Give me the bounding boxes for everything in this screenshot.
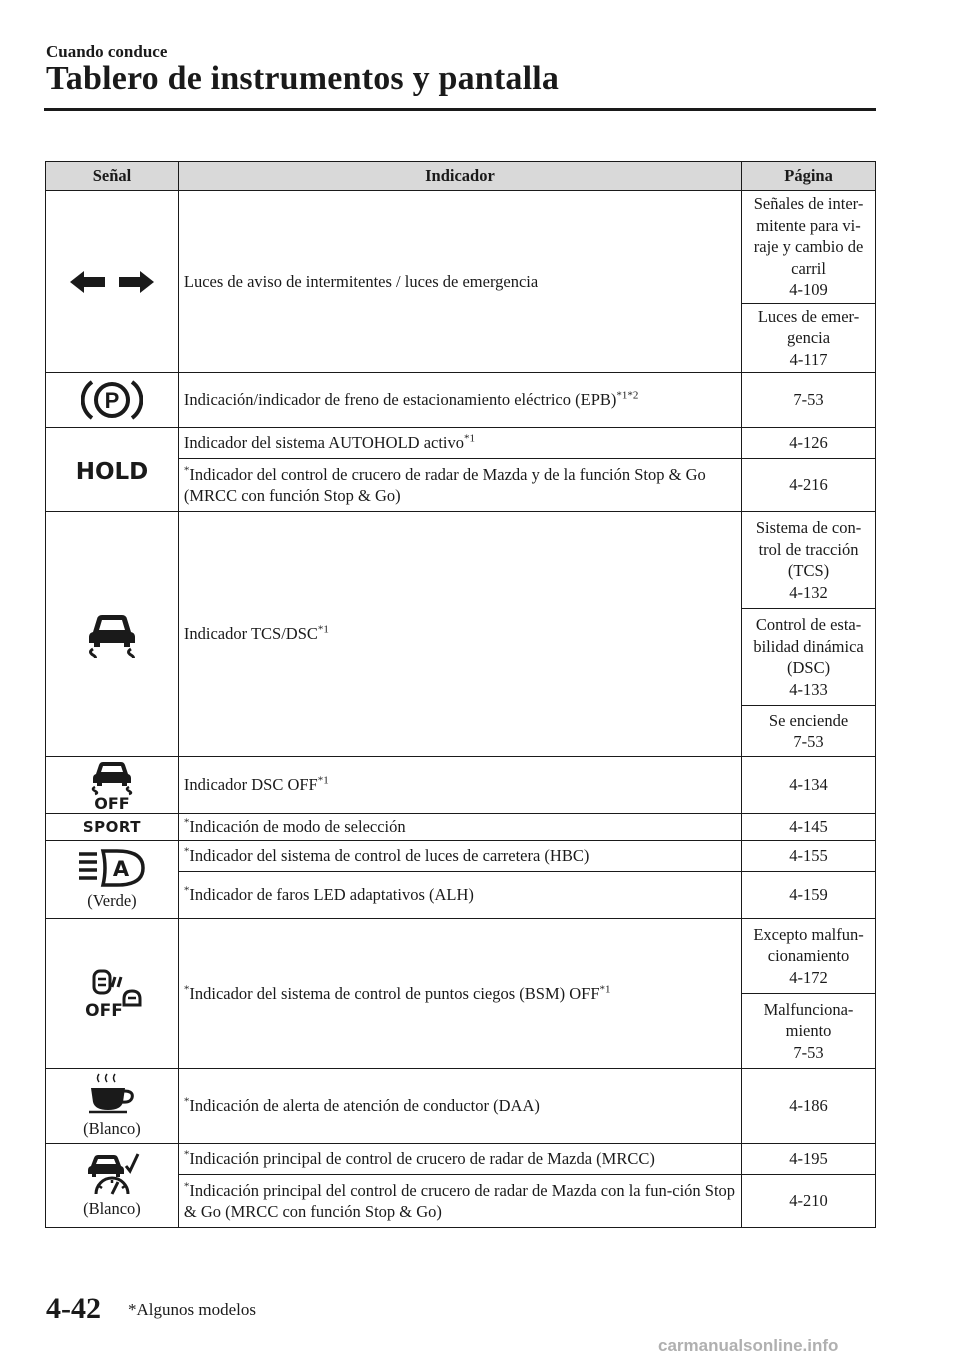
- page-ref: 4-145: [789, 817, 828, 837]
- page-ref: 4-159: [789, 885, 828, 905]
- radar-cruise-icon: [84, 1152, 140, 1196]
- signal-cell: [46, 191, 179, 373]
- section-label: Cuando conduce: [46, 42, 168, 61]
- signal-cell: [46, 1144, 179, 1228]
- hold-icon: [72, 456, 152, 484]
- page-cell: [742, 428, 876, 459]
- indicator-cell: *Indicador del sistema de control de luces de carretera (HBC): [178, 841, 741, 872]
- page-ref: 4-126: [789, 433, 828, 453]
- page-cell: [742, 303, 876, 373]
- svg-text:HOLD: HOLD: [75, 458, 149, 484]
- page-cell: [742, 1069, 876, 1144]
- indicator-cell: Indicación/indicador de freno de estacionamiento eléctrico (EPB)$^{*1*2}$: [178, 373, 741, 428]
- indicator-cell: *Indicación de modo de selección: [178, 814, 741, 841]
- signal-cell: [46, 841, 179, 919]
- page-cell: [742, 841, 876, 872]
- page-number: 4-42: [46, 1292, 101, 1325]
- indicator-cell: Indicador del sistema AUTOHOLD activo$^{*1}$: [178, 428, 741, 459]
- footnote: *Algunos modelos: [128, 1300, 256, 1319]
- table-row: [46, 512, 876, 609]
- svg-text:OFF: OFF: [85, 1000, 123, 1019]
- table-header-row: [46, 162, 876, 191]
- indicator-cell: *Indicación de alerta de atención de conductor (DAA): [178, 1069, 741, 1144]
- auto-high-beam-icon: [77, 848, 147, 888]
- signal-cell: [46, 919, 179, 1069]
- indicator-cell: *Indicador de faros LED adaptativos (ALH): [178, 872, 741, 919]
- page-ref: Excepto malfun- cionamiento 4-172: [753, 924, 864, 987]
- signal-cell: [46, 428, 179, 512]
- table-row: [46, 428, 876, 459]
- header-signal: Señal: [46, 162, 179, 191]
- parking-brake-p-icon: [81, 378, 143, 422]
- page-cell: [742, 1175, 876, 1228]
- page-cell: [742, 872, 876, 919]
- table-row: [46, 1069, 876, 1144]
- page-ref: Control de esta- bilidad dinámica (DSC) 4-133: [753, 615, 864, 699]
- indicator-table: [45, 161, 876, 1228]
- page-ref: 4-195: [789, 1149, 828, 1169]
- signal-cell: [46, 512, 179, 757]
- header-page: Página: [742, 162, 876, 191]
- svg-text:P: P: [104, 388, 120, 413]
- page-ref: Se enciende 7-53: [768, 710, 849, 751]
- table-row: [46, 841, 876, 872]
- page-title: Tablero de instrumentos y pantalla: [46, 60, 560, 97]
- page-ref: 4-155: [789, 846, 828, 866]
- signal-cell: [46, 373, 179, 428]
- indicator-cell: Luces de aviso de intermitentes / luces de emergencia: [178, 191, 741, 373]
- indicator-cell: Indicador TCS/DSC$^{*1}$: [178, 512, 741, 757]
- sport-mode-icon: SPORT: [82, 817, 142, 836]
- page-cell: [742, 1144, 876, 1175]
- page-ref: 4-186: [789, 1096, 828, 1116]
- table-row: [46, 757, 876, 814]
- table-row: [46, 373, 876, 428]
- dsc-off-icon: [83, 760, 141, 810]
- svg-text:A: A: [112, 856, 130, 881]
- page-cell: [742, 919, 876, 994]
- page-ref: 4-216: [789, 475, 828, 495]
- page-cell: [742, 706, 876, 757]
- page-cell: [742, 459, 876, 512]
- svg-text:OFF: OFF: [94, 794, 130, 810]
- signal-cell: [46, 814, 179, 841]
- page-cell: [742, 512, 876, 609]
- page-ref: 4-210: [789, 1191, 828, 1211]
- icon-caption: (Blanco): [83, 1119, 141, 1139]
- traction-control-icon: [84, 610, 140, 658]
- signal-cell: [46, 1069, 179, 1144]
- page-ref: Señales de inter- mitente para vi- raje y cambio de carril 4-109: [753, 194, 864, 299]
- indicator-cell: *Indicador del sistema de control de puntos ciegos (BSM) OFF$^{*1}$: [178, 919, 741, 1069]
- table-row: [46, 191, 876, 304]
- header-indicator: Indicador: [178, 162, 741, 191]
- page-cell: [742, 757, 876, 814]
- icon-caption: (Blanco): [83, 1198, 141, 1218]
- blind-spot-off-icon: [82, 969, 142, 1019]
- page-cell: [742, 609, 876, 706]
- signal-cell: [46, 757, 179, 814]
- table-row: [46, 814, 876, 841]
- page-cell: [742, 373, 876, 428]
- watermark: carmanualsonline.info: [658, 1336, 839, 1355]
- coffee-cup-icon: [87, 1072, 137, 1116]
- indicator-cell: *Indicación principal de control de crucero de radar de Mazda (MRCC): [178, 1144, 741, 1175]
- page-ref: Malfunciona- miento 7-53: [763, 999, 854, 1062]
- page-cell: [742, 994, 876, 1069]
- page-ref: 4-134: [789, 775, 828, 795]
- page-cell: [742, 814, 876, 841]
- table-row: [46, 1144, 876, 1175]
- indicator-cell: *Indicador del control de crucero de radar de Mazda y de la función Stop & Go (MRCC con función Stop & Go): [178, 459, 741, 512]
- page-ref: 7-53: [793, 390, 824, 410]
- page-cell: [742, 191, 876, 304]
- page-ref: Luces de emer- gencia 4-117: [757, 306, 860, 369]
- table-row: [46, 919, 876, 994]
- indicator-cell: Indicador DSC OFF$^{*1}$: [178, 757, 741, 814]
- turn-signal-arrows-icon: [70, 270, 154, 294]
- indicator-cell: *Indicación principal del control de crucero de radar de Mazda con la fun-ción Stop & Go (MRCC con función Stop & Go): [178, 1175, 741, 1228]
- page-ref: Sistema de con- trol de tracción (TCS) 4-132: [755, 518, 862, 602]
- title-rule: [44, 108, 876, 111]
- icon-caption: (Verde): [87, 890, 137, 910]
